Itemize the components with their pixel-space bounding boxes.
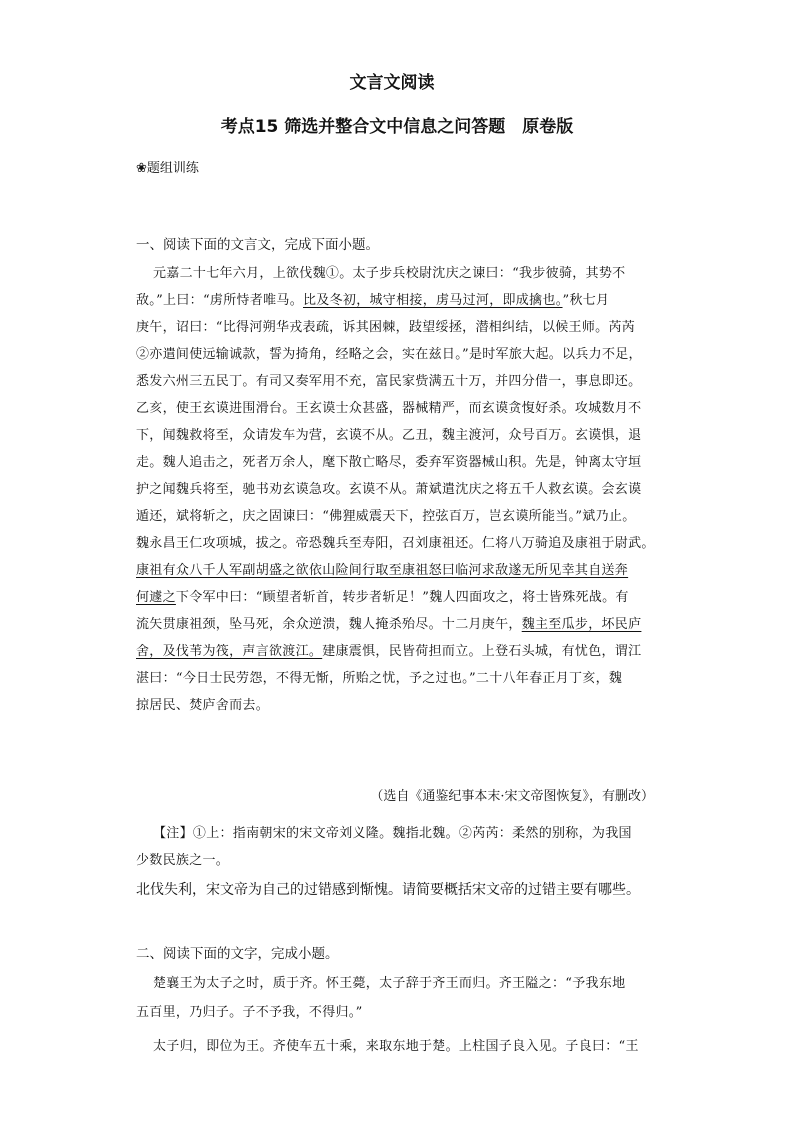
passage1-line: ②亦遣间使远输诚款，誓为掎角，经略之会，实在兹日。”是时军旅大起。以兵力不足， [136,347,642,362]
passage1-note: 【注】①上：指南朝宋的宋文帝刘义隆。魏指北魏。②芮芮：柔然的别称，为我国 [153,826,632,841]
passage1-text: 建康震惧，民皆荷担而立。上登石头城，有忧色，谓江 [322,644,642,659]
passage1-line: 下，闻魏救将至，众请发车为营，玄谟不从。乙丑，魏主渡河，众号百万。玄谟惧，退 [136,428,642,443]
passage1-line: 走。魏人追击之，死者万余人，麾下散亡略尽，委弃军资器械山积。先是，钟离太守垣 [136,455,642,470]
passage1-line: 魏永昌王仁攻项城，拔之。帝恐魏兵至寿阳，召刘康祖还。仁将八万骑追及康祖于尉武。 [136,536,655,551]
passage1-line: 掠居民、焚庐舍而去。 [136,698,270,713]
passage2-line: 太子归，即位为王。齐使车五十乘，来取东地于楚。上柱国子良入见。子良曰：“王 [153,1039,639,1054]
passage1-text: ”秋七月 [562,293,610,308]
passage1-line: 遁还，斌将斩之，庆之固谏曰：“佛狸威震天下，控弦百万，岂玄谟所能当。”斌乃止。 [136,509,636,524]
passage1-underlined-line: 康祖有众八千人军副胡盛之欲依山险间行取至康祖怒曰临河求敌遂无所见幸其自送奔 [136,563,629,578]
passage1-underlined-sentence: 比及冬初，城守相接，虏马过河，即成擒也。 [303,293,563,308]
passage1-underlined-text: 舍，及伐苇为筏，声言欲渡江。 [136,644,323,659]
group-training-label: ❀题组训练 [136,161,199,176]
passage1-line [136,613,641,632]
section1-heading: 一、阅读下面的文言文，完成下面小题。 [136,237,379,253]
passage2-line: 楚襄王为太子之时，质于齐。怀王薨，太子辞于齐王而归。齐王隘之：“予我东地 [153,976,626,991]
passage1-text: 敌。”上曰：“虏所恃者唯马。 [136,293,303,308]
question-1: 北伐失利，宋文帝为自己的过错感到惭愧。请简要概括宋文帝的过错主要有哪些。 [136,882,640,898]
section2-heading: 二、阅读下面的文字，完成小题。 [136,946,339,962]
document-title: 文言文阅读 [349,73,435,93]
passage1-line: 庚午，诏曰：“比得河朔华戎表疏，诉其困棘，跂望绥拯，潜相纠结，以候王师。芮芮 [136,320,636,335]
document-subtitle: 考点15 筛选并整合文中信息之问答题 原卷版 [220,117,574,137]
passage1-line: 护之闻魏兵将至，驰书劝玄谟急攻。玄谟不从。萧斌遣沈庆之将五千人救玄谟。会玄谟 [136,482,642,497]
passage1-underlined-text: 何遽之 [136,590,176,605]
passage1-line: 元嘉二十七年六月，上欲伐魏①。太子步兵校尉沈庆之谏曰：“我步彼骑，其势不 [153,266,626,281]
passage1-line [136,586,629,605]
passage1-line: 湛曰：“今日士民劳怨，不得无惭，所贻之忧，予之过也。”二十八年春正月丁亥，魏 [136,671,623,686]
passage2-line: 五百里，乃归子。子不予我，不得归。” [136,1005,363,1020]
passage1-text: 下令军中曰：“顾望者斩首，转步者斩足！”魏人四面攻之，将士皆殊死战。有 [175,590,629,605]
passage1-source: （选自《通鉴纪事本末·宋文帝图恢复》，有删改） [370,789,654,804]
passage1-line [136,289,609,308]
passage1-underlined-text: 魏主至瓜步，坏民庐 [521,617,642,632]
passage1-text: 流矢贯康祖颈，坠马死，余众逆溃，魏人掩杀殆尽。十二月庚午， [136,617,522,632]
passage1-line: 乙亥，使王玄谟进围滑台。王玄谟士众甚盛，器械精严，而玄谟贪愎好杀。攻城数月不 [136,401,642,416]
passage1-line [136,640,641,659]
passage1-line: 悉发六州三五民丁。有司又奏军用不充，富民家赀满五十万，并四分借一，事息即还。 [136,374,642,389]
passage1-note: 少数民族之一。 [136,853,230,868]
